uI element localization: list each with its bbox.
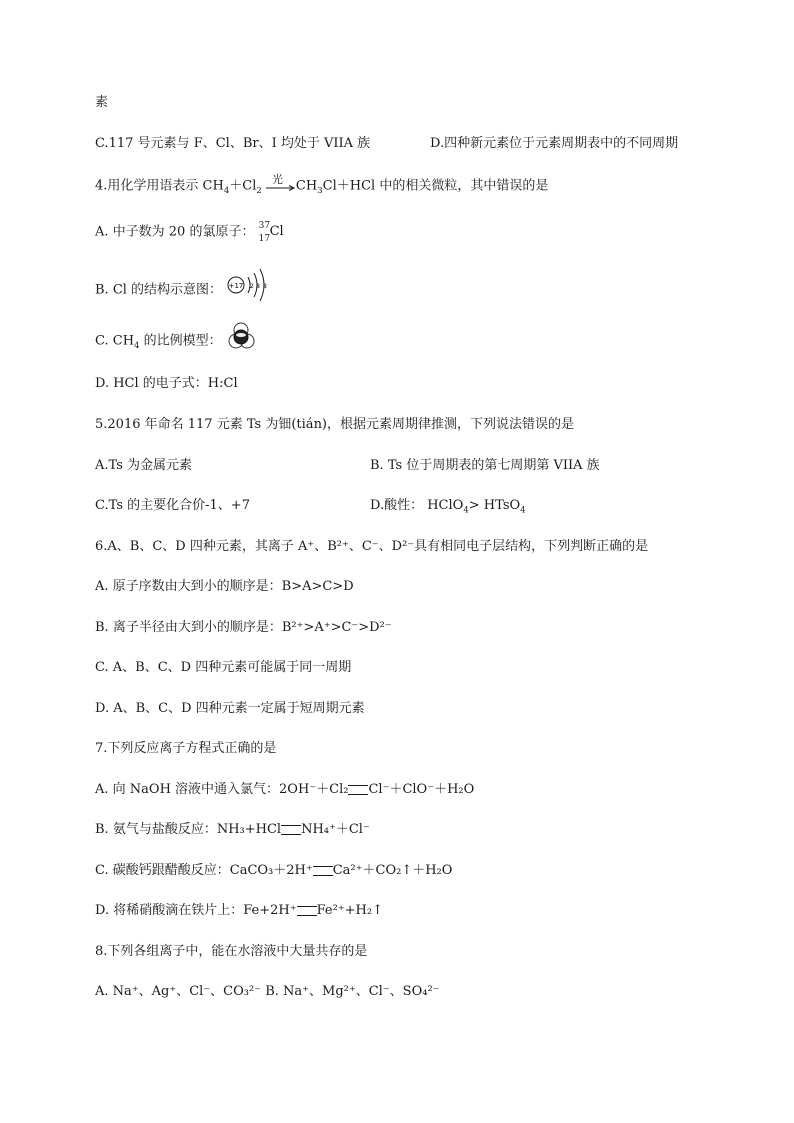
q7-option-c (95, 862, 452, 880)
q8-options-ab: A. Na⁺、Ag⁺、Cl⁻、CO₃²⁻ B. Na⁺、Mg²⁺、Cl⁻、SO₄²⁻ (95, 984, 440, 999)
q4-option-b (95, 277, 274, 303)
q5-stem: 5.2016 年命名 117 元素 Ts 为钿(tián)，根据元素周期律推测，下列说法错误的是 (95, 417, 575, 432)
q7-option-a (95, 781, 474, 799)
equation-left: B. 氨气与盐酸反应：NH₃+HCl (95, 822, 282, 837)
q3-option-c: C.117 号元素与 F、Cl、Br、I 均处于 VIIA 族 (95, 136, 371, 151)
equation-right: Fe²⁺+H₂↑ (316, 903, 384, 918)
q3-option-d: D.四种新元素位于元素周期表中的不同周期 (430, 136, 679, 151)
q4-option-a-text: A. 中子数为 20 的氯原子： (95, 224, 255, 240)
equation-right: Ca²⁺＋CO₂↑＋H₂O (332, 863, 453, 878)
q4-option-c-tail: 的比例模型： (139, 333, 222, 349)
equals-sign (348, 785, 368, 795)
q6-option-d: D. A、B、C、D 四种元素一定属于短周期元素 (95, 701, 365, 716)
q6-option-a: A. 原子序数由大到小的顺序是：B>A>C>D (95, 579, 354, 594)
q5-option-b: B. Ts 位于周期表的第七周期第 VIIA 族 (370, 458, 600, 473)
q5-option-d-part: > HTsO (468, 498, 521, 513)
equals-sign (313, 866, 333, 876)
equation-right: Cl⁻＋ClO⁻＋H₂O (368, 782, 475, 797)
equation-left: A. 向 NaOH 溶液中通入氯气：2OH⁻＋Cl₂ (95, 782, 349, 797)
q4-option-c (95, 331, 258, 351)
subscript: 4 (134, 341, 140, 352)
methane-space-filling-model (226, 321, 258, 351)
subscript: 4 (520, 505, 526, 516)
q4-stem: 4.用化学用语表示 $CH_4+Cl_2$ 光 $CH_3Cl+HCl$ 中的相关微粒，其中错误的是 (95, 173, 549, 197)
q4-stem-part: Cl＋HCl 中的相关微粒，其中错误的是 (322, 178, 549, 194)
q6-stem: 6.A、B、C、D 四种元素，其离子 A⁺、B²⁺、C⁻、D²⁻具有相同电子层结构，下列判断正确的是 (95, 539, 649, 554)
q7-option-b (95, 821, 370, 839)
q3-continuation: 素 (95, 95, 109, 110)
q4-option-b-text: B. Cl 的结构示意图： (95, 282, 223, 298)
q4-option-c-text: C. CH (95, 333, 135, 349)
atomic-structure-diagram (226, 267, 274, 303)
equation-left: D. 将稀硝酸滴在铁片上：Fe+2H⁺ (95, 903, 297, 918)
equals-sign (281, 825, 301, 835)
q7-option-d (95, 902, 383, 920)
svg-text:8: 8 (256, 283, 261, 290)
chlorine-37-nuclide (258, 221, 285, 244)
q5-option-d-part: D.酸性： HClO (370, 498, 464, 513)
q4-option-d: D. HCl 的电子式：H:Cl (95, 376, 238, 391)
q4-stem-part: ＋Cl (229, 178, 257, 194)
q5-option-c: C.Ts 的主要化合价-1、+7 (95, 498, 250, 513)
atomic-number: 17 (258, 234, 271, 244)
q5-option-d (370, 497, 526, 515)
equation-left: C. 碳酸钙跟醋酸反应：CaCO₃＋2H⁺ (95, 863, 313, 878)
q4-stem-part: CH (295, 178, 318, 194)
equals-sign (297, 906, 317, 916)
q6-option-b: B. 离子半径由大到小的顺序是：B²⁺>A⁺>C⁻>D²⁻ (95, 620, 392, 635)
q8-stem: 8.下列各组离子中，能在水溶液中大量共存的是 (95, 944, 368, 959)
equation-right: NH₄⁺＋Cl⁻ (301, 822, 370, 837)
mass-number: 37 (258, 221, 271, 231)
q4-option-a (95, 223, 285, 242)
svg-text:2: 2 (250, 283, 255, 290)
element-symbol: Cl (269, 224, 284, 239)
subscript: 4 (463, 505, 469, 516)
arrow-condition: 光 (271, 173, 283, 186)
q6-option-c: C. A、B、C、D 四种元素可能属于同一周期 (95, 660, 352, 675)
light-reaction-arrow (266, 173, 296, 195)
nuclear-charge: +17 (228, 282, 244, 290)
q7-stem: 7.下列反应离子方程式正确的是 (95, 741, 277, 756)
svg-text:8: 8 (263, 283, 268, 290)
q5-option-a: A.Ts 为金属元素 (95, 458, 193, 473)
q4-stem-part: 4.用化学用语表示 CH (95, 178, 224, 194)
